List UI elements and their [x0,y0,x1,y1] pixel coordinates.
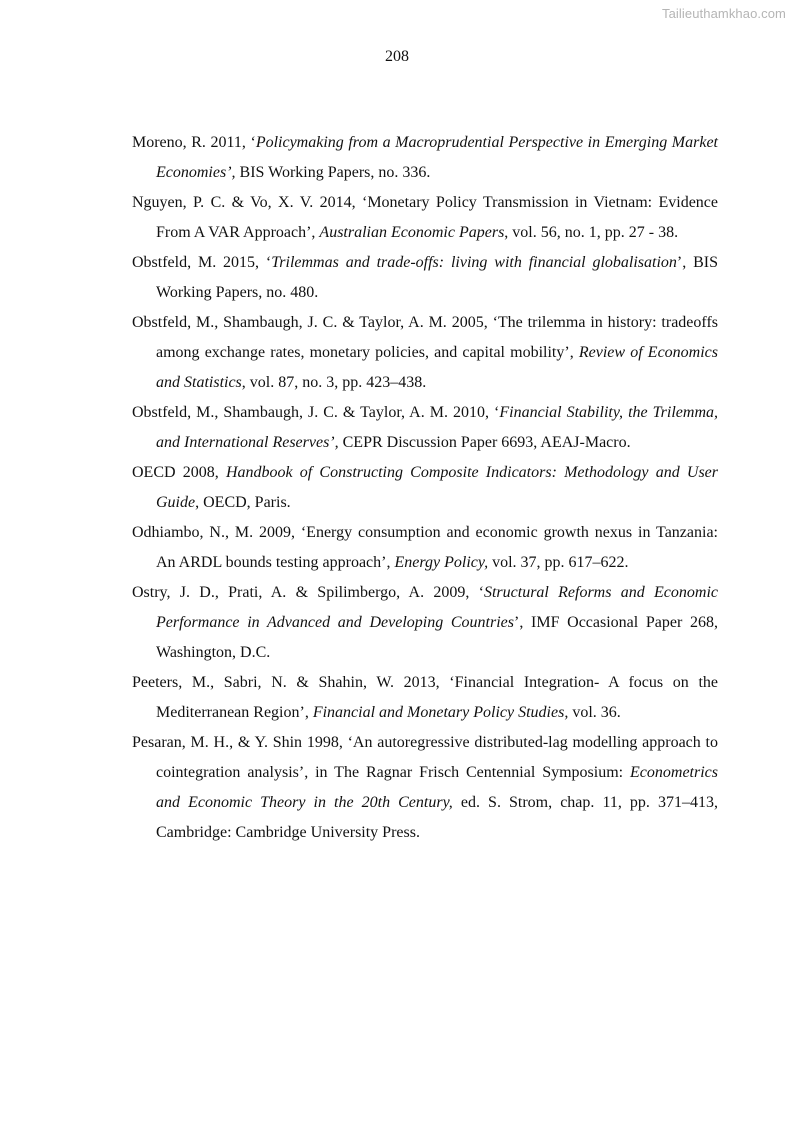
reference-text: BIS Working Papers, no. 336. [235,164,431,181]
reference-item [132,248,718,308]
reference-text: Obstfeld, M. 2015, ‘ [132,254,272,271]
reference-text: OECD 2008, [132,464,226,481]
reference-text: , vol. 87, no. 3, pp. 423–438. [241,374,427,391]
reference-text: Ostry, J. D., Prati, A. & Spilimbergo, A. 2009, ‘ [132,584,484,601]
reference-italic-text: Review of Economics and Statistics [156,344,719,391]
page-number: 208 [385,48,409,65]
reference-item [132,458,718,518]
reference-italic-text: Energy Policy, [394,554,489,571]
reference-text: vol. 37, pp. 617–622. [488,554,629,571]
reference-italic-text: Econometrics and Economic Theory in the 20th Century, [156,764,718,811]
reference-text: Nguyen, P. C. & Vo, X. V. 2014, ‘Monetary Policy Transmission in Vietnam: Evidence From A VAR Approach’, [132,194,718,241]
reference-text: Pesaran, M. H., & Y. Shin 1998, ‘An autoregressive distributed-lag modelling approach to cointegration analysis’, in The Ragnar Frisch Centennial Symposium: [132,734,718,781]
reference-item [132,578,718,668]
reference-text: Moreno, R. 2011, ‘ [132,134,256,151]
reference-text: ’, IMF Occasional Paper 268, Washington, D.C. [156,614,718,661]
reference-item [132,398,718,458]
reference-item [132,668,718,728]
reference-text: , OECD, Paris. [195,494,291,511]
reference-italic-text: Policymaking from a Macroprudential Perspective in Emerging Market Economies’, [156,134,719,181]
reference-italic-text: Handbook of Constructing Composite Indicators: Methodology and User Guide [156,464,718,511]
reference-item [132,518,718,578]
reference-text: ’, BIS Working Papers, no. 480. [156,254,719,301]
reference-text: , vol. 56, no. 1, pp. 27 - 38. [504,224,679,241]
reference-italic-text: Trilemmas and trade-offs: living with financial globalisation [271,254,677,271]
reference-text: ed. S. Strom, chap. 11, pp. 371–413, Cambridge: Cambridge University Press. [156,794,719,841]
reference-italic-text: Australian Economic Papers [319,224,505,241]
reference-item [132,188,718,248]
reference-italic-text: Structural Reforms and Economic Performance in Advanced and Developing Countries [156,584,719,631]
reference-text: Peeters, M., Sabri, N. & Shahin, W. 2013, ‘Financial Integration- A focus on the Mediterranean Region’, [132,674,718,721]
reference-italic-text: Financial Stability, the Trilemma, and International Reserves’, [156,404,718,451]
reference-text: Obstfeld, M., Shambaugh, J. C. & Taylor, A. M. 2005, ‘The trilemma in history: tradeoffs among exchange rates, monetary policies, and capital mobility’, [132,314,718,361]
reference-item [132,308,718,398]
reference-item [132,728,718,848]
reference-text: vol. 36. [568,704,621,721]
reference-text: CEPR Discussion Paper 6693, AEAJ-Macro. [338,434,631,451]
reference-list [132,128,718,848]
reference-text: Odhiambo, N., M. 2009, ‘Energy consumption and economic growth nexus in Tanzania: An ARDL bounds testing approach’, [132,524,718,571]
reference-text: Obstfeld, M., Shambaugh, J. C. & Taylor, A. M. 2010, ‘ [132,404,500,421]
watermark-text: Tailieuthamkhao.com [661,6,786,21]
reference-italic-text: Financial and Monetary Policy Studies, [312,704,569,721]
reference-item [132,128,718,188]
